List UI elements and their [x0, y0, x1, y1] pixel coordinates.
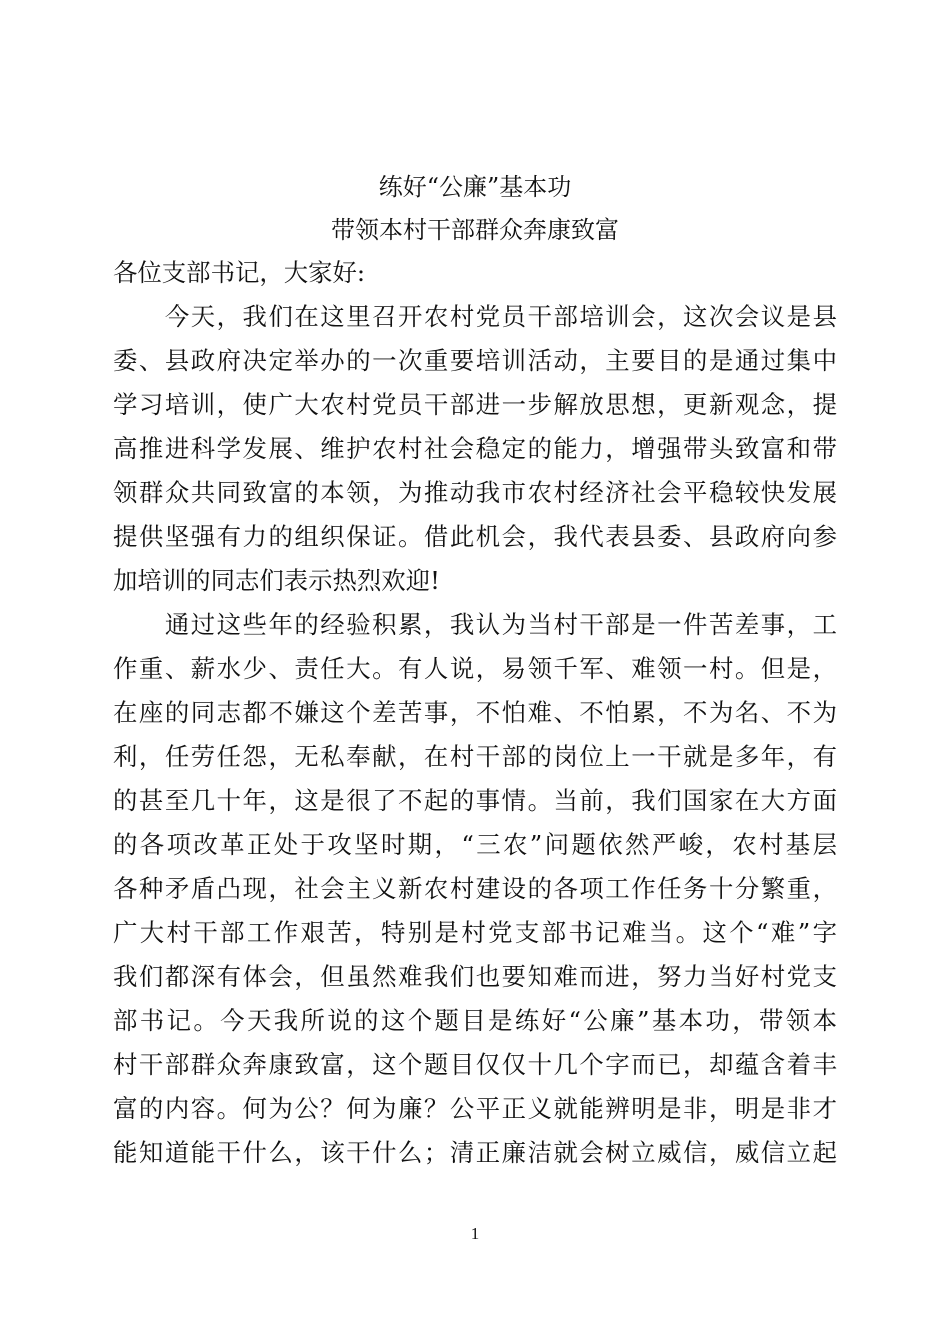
body-line-15: 广大村干部工作艰苦，特别是村党支部书记难当。这个“难”字	[113, 918, 837, 947]
body-line-18: 村干部群众奔康致富，这个题目仅仅十几个字而已，却蕴含着丰	[113, 1050, 837, 1079]
body-line-7: 加培训的同志们表示热烈欢迎!	[113, 566, 440, 595]
body-line-5: 领群众共同致富的本领，为推动我市农村经济社会平稳较快发展	[113, 478, 837, 507]
body-line-20: 能知道能干什么，该干什么；清正廉洁就会树立威信，威信立起	[113, 1138, 837, 1167]
body-line-8: 通过这些年的经验积累，我认为当村干部是一件苦差事，工	[113, 610, 837, 639]
body-line-16: 我们都深有体会，但虽然难我们也要知难而进，努力当好村党支	[113, 962, 837, 991]
body-line-9: 作重、薪水少、责任大。有人说，易领千军、难领一村。但是，	[113, 654, 837, 683]
body-line-10: 在座的同志都不嫌这个差苦事，不怕难、不怕累，不为名、不为	[113, 698, 837, 727]
body-line-6: 提供坚强有力的组织保证。借此机会，我代表县委、县政府向参	[113, 522, 837, 551]
body-line-12: 的甚至几十年，这是很了不起的事情。当前，我们国家在大方面	[113, 786, 837, 815]
page-number: 1	[470, 1224, 480, 1243]
body-line-13: 的各项改革正处于攻坚时期，“三农”问题依然严峻，农村基层	[113, 830, 837, 859]
body-line-3: 学习培训，使广大农村党员干部进一步解放思想，更新观念，提	[113, 390, 837, 419]
document-title: 练好“公廉”基本功	[378, 173, 572, 201]
greeting-line: 各位支部书记，大家好:	[113, 258, 366, 287]
body-line-17: 部书记。今天我所说的这个题目是练好“公廉”基本功，带领本	[113, 1006, 837, 1035]
body-line-2: 委、县政府决定举办的一次重要培训活动，主要目的是通过集中	[113, 346, 837, 375]
body-line-14: 各种矛盾凸现，社会主义新农村建设的各项工作任务十分繁重，	[113, 874, 837, 903]
body-line-4: 高推进科学发展、维护农村社会稳定的能力，增强带头致富和带	[113, 434, 837, 463]
body-line-11: 利，任劳任怨，无私奉献，在村干部的岗位上一干就是多年，有	[113, 742, 837, 771]
body-line-19: 富的内容。何为公？何为廉？公平正义就能辨明是非，明是非才	[113, 1094, 837, 1123]
body-line-1: 今天，我们在这里召开农村党员干部培训会，这次会议是县	[113, 302, 837, 331]
document-subtitle: 带领本村干部群众奔康致富	[331, 216, 619, 244]
